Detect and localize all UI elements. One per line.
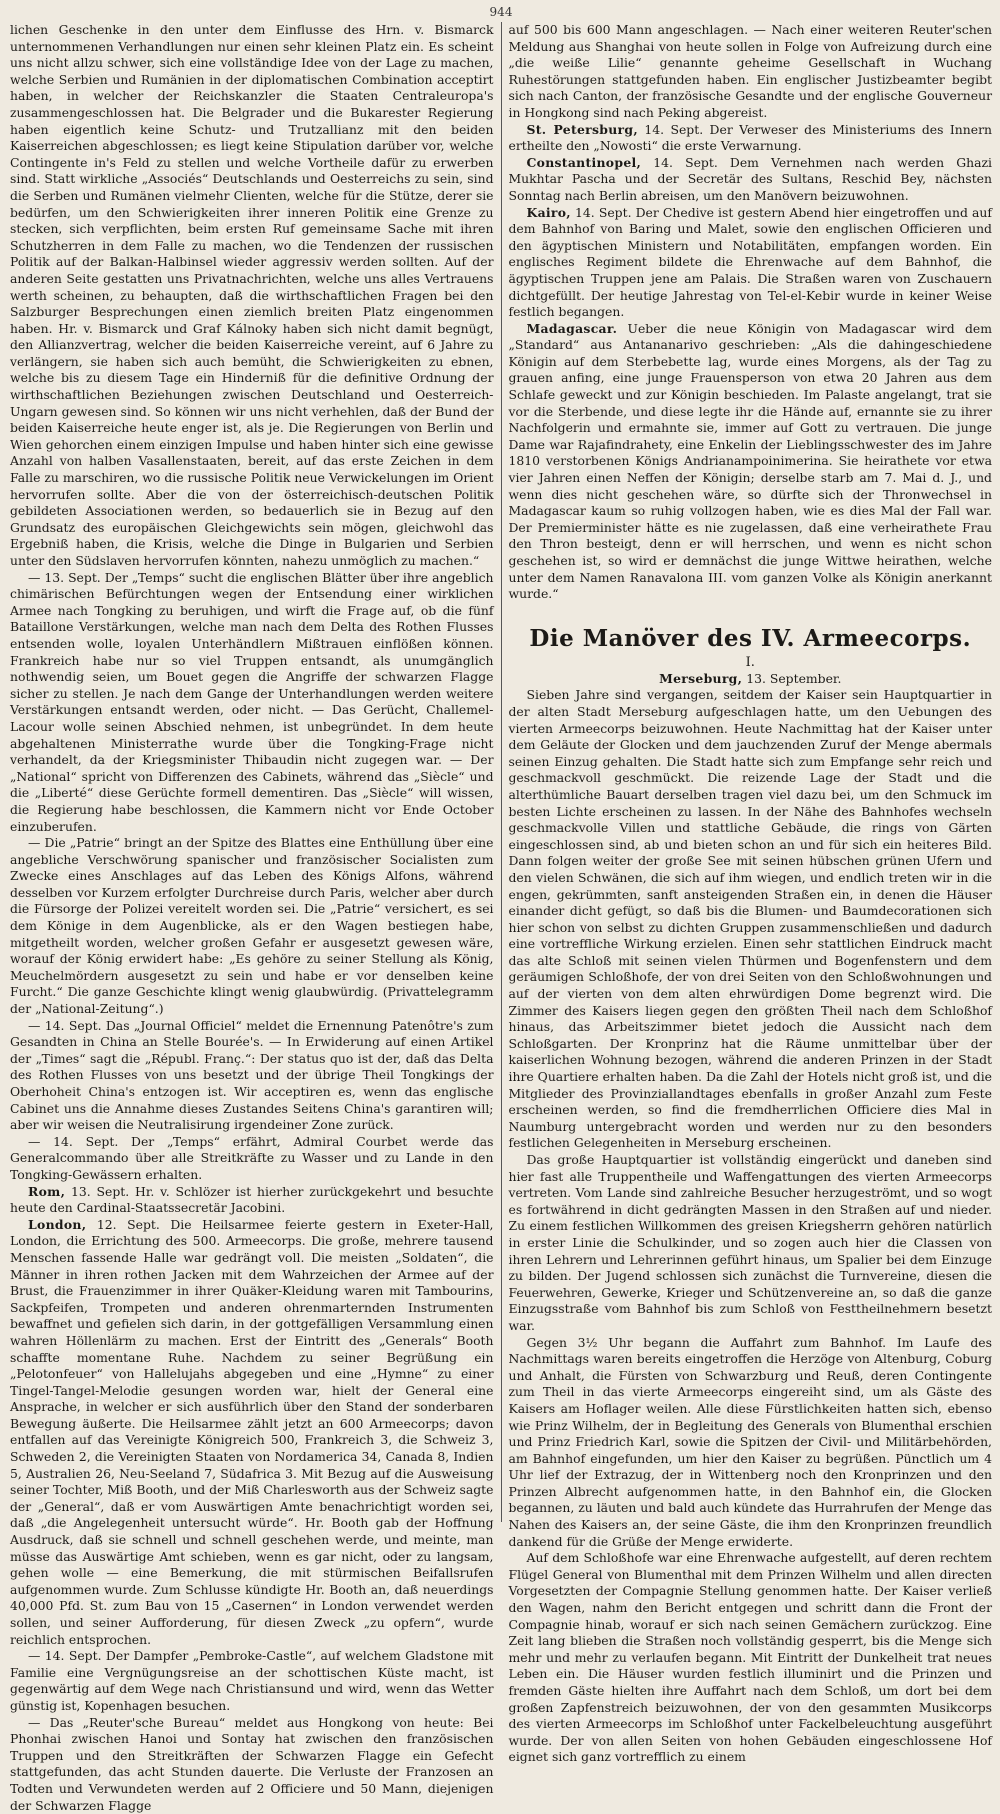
paragraph: auf 500 bis 600 Mann angeschlagen. — Nach einer weiteren Reuter'schen Meldung aus Shanghai von heute sollen in Folge von Aufreizung durch eine „die weiße Lilie“ genannte geheime Gesellschaft in Wuchang Ruhestörungen stattgefunden haben. Ein englischer Justizbeamter begibt sich nach Canton, der französische Gesandte und der englische Gouverneur in Hongkong sind nach Peking abgereist. — [508, 22, 992, 120]
paragraph: lichen Geschenke in den unter dem Einflusse des Hrn. v. Bismarck unternommenen Verhandlungen nur einen sehr kleinen Platz ein. Es scheint uns nicht allzu schwer, sich eine vollständige Idee von der Lage zu machen, welche Serbien und Rumänien in der diplomatischen Combination acceptirt haben, in welcher der Reichskanzler die Staaten Centraleuropa's zusammengeschlossen hat. Die Belgrader und die Bukarester Regierung haben eigentlich keine Schutz- und Trutzallianz mit den beiden Kaiserreichen abgeschlossen; es liegt keine Stipulation darüber vor, welche Contingente in's Feld zu stellen und welche Vortheile dafür zu erwerben sind. Statt wirkliche „Associés“ Deutschlands und Oesterreichs zu sein, sind die Serben und Rumänen vielmehr Clienten, welche für die Stütze, derer sie bedürfen, um den Schwierigkeiten ihrer inneren Politik eine Grenze zu stecken, sich verpflichten, beim ersten Ruf gemeinsame Sache mit ihren Schutzherren in dem Falle zu machen, wo die Tendenzen der russischen Politik auf der Balkan-Halbinsel wieder aggressiv werden sollten. Auf der anderen Seite gestatten uns Privatnachrichten, welche uns alles Vertrauens werth scheinen, zu behaupten, daß die wirthschaftlichen Fragen bei den Salzburger Besprechungen einen ziemlich breiten Platz eingenommen haben. Hr. v. Bismarck und Graf Kálnoky haben sich nicht damit begnügt, den Allianzvertrag, welcher die beiden Kaiserreiche vereint, auf 6 Jahre zu verlängern, sie haben sich auch bemüht, die Schwierigkeiten zu ebnen, welche bis zu diesem Tage ein Hinderniß für die definitive Ordnung der wirthschaftlichen Beziehungen zwischen Deutschland und Oesterreich-Ungarn gewesen sind. So können wir uns nicht verhehlen, daß der Bund der beiden Kaiserreiche heute enger ist, als je. Die Regierungen von Berlin und Wien gehorchen einem einzigen Impulse und haben hinter sich eine gewisse Anzahl von halben Vasallenstaaten, bereit, auf das erste Zeichen in dem Falle zu marschiren, wo die russische Politik neue Verwickelungen im Orient hervorrufen sollte. Aber die von der österreichisch-deutschen Politik gebildeten Associationen werden, so bedauerlich sie in Bezug auf den Grundsatz des europäischen Gleichgewichts sein mögen, gleichwohl das Ergebniß haben, die Krisis, welche die Dinge in Bulgarien und Serbien unter den Südslaven hervorrufen könnten, nahezu unmöglich zu machen.“ — [10, 22, 494, 568]
dispatch-constantinopel — [509, 155, 993, 205]
columns — [10, 22, 992, 1813]
dateline-place: Rom, — [28, 1183, 66, 1199]
section-number: I. — [745, 654, 755, 670]
dispatch-text: Ueber die neue Königin von Madagascar wird dem „Standard“ aus Antananarivo geschrieben: „Als die dahingeschiedene Königin auf dem Sterbebette lag, wurde eines Morgens, als der Tag zu grauen anfing, eine junge Frauensperson von etwa 20 Jahren aus dem Schlafe geweckt und zur Königin beschieden. Im Palaste angelangt, trat sie vor die Sterbende, und diese legte ihr die Hände auf, ernannte sie zu ihrer Nachfolgerin und ermahnte sie, immer auf Gott zu vertrauen. Die junge Dame war Rajafindrahety, eine Enkelin der Lieblingsschwester des im Jahre 1810 verstorbenen Königs Andrianampoinimerina. Sie heirathete vor etwa vier Jahren einen Neffen der Königin; derselbe starb am 7. Mai d. J., und wenn dies nicht geschehen wäre, so dürfte sich der Thronwechsel in Madagascar kaum so ruhig vollzogen haben, wie es dies Mal der Fall war. Der Premierminister hätte es nie zugelassen, daß eine verheirathete Frau den Thron besteigt, denn er will herrschen, und wenn es nicht schon geschehen ist, so wird er demnächst die junge Wittwe heirathen, welche unter dem Namen Ranavalona III. vom ganzen Volke als Königin anerkannt wurde.“ — [508, 320, 992, 602]
dateline-place: Merseburg, — [659, 670, 743, 686]
right-column — [501, 22, 993, 1765]
paragraph: Das große Hauptquartier ist vollständig eingerückt und daneben sind hier fast alle Truppentheile und Waffengattungen des vierten Armeecorps vertreten. Vom Lande sind zahlreiche Besucher herzugeströmt, und so wogt es fortwährend in dicht gedrängten Massen in den Straßen auf und nieder. Zu einem festlichen Willkommen des greisen Kriegsherrn gehören natürlich in erster Linie die Schulkinder, und so zogen auch hier die Classen von ihren Lehrern und Lehrerinnen geführt hinaus, um Spalier bei dem Einzuge zu bilden. Der Jugend schlossen sich zunächst die Turnvereine, diesen die Feuerwehren, Gewerke, Krieger und Schützenvereine an, so daß die ganze Einzugsstraße vom Bahnhof bis zum Schloß von Festtheilnehmern besetzt war. — [508, 1152, 992, 1333]
dateline-place: London, — [28, 1216, 87, 1232]
paragraph: Gegen 3½ Uhr begann die Auffahrt zum Bahnhof. Im Laufe des Nachmittags waren bereits eingetroffen die Herzöge von Altenburg, Coburg und Anhalt, die Fürsten von Schwarzburg und Reuß, deren Contingente zum Theil in das vierte Armeecorps eingereiht sind, um als Gäste des Kaisers am Hoflager weilen. Alle diese Fürstlichkeiten hatten sich, ebenso wie Prinz Wilhelm, der in Begleitung des Generals von Blumenthal erschien und Prinz Friedrich Karl, sowie die Spitzen der Civil- und Militärbehörden, am Bahnhof eingefunden, um hier den Kaiser zu begrüßen. Pünctlich um 4 Uhr lief der Extrazug, der in Wittenberg noch den Kronprinzen und den Prinzen Albrecht aufgenommen hatte, in den Bahnhof ein, die Glocken begannen, zu läuten und bald auch kündete das Hurrahrufen der Menge das Nahen des Kaisers an, der seine Gäste, die ihm den Kronprinzen freundlich dankend für die Grüße der Menge erwiderte. — [508, 1334, 992, 1549]
section-title: Die Manöver des IV. Armeecorps. — [529, 624, 972, 652]
paragraph: — Die „Patrie“ bringt an der Spitze des Blattes eine Enthüllung über eine angebliche Verschwörung spanischer und französischer Socialisten zum Zwecke eines Anschlages auf das Leben des Königs Alfons, während desselben vor Kurzem erfolgter Durchreise durch Paris, welcher aber durch die Fürsorge der Polizei vereitelt worden sei. Die „Patrie“ versichert, es sei dem Könige in dem Augenblicke, als er den Wagen bestiegen habe, mitgetheilt worden, welcher großen Gefahr er ausgesetzt gewesen wäre, worauf der König erwidert habe: „Es gehöre zu seiner Stellung als König, Meuchelmördern ausgesetzt zu sein und habe er vor denselben keine Furcht.“ Die ganze Geschichte klingt wenig glaubwürdig. (Privattelegramm der „National-Zeitung“.) — [10, 835, 494, 1017]
page-number: 944 — [489, 5, 513, 19]
dateline-place: Constantinopel, — [526, 154, 642, 170]
dispatch-text: 12. Sept. Die Heilsarmee feierte gestern in Exeter-Hall, London, die Errichtung des 500. Armeecorps. Die große, mehrere tausend Menschen fassende Halle war gedrängt voll. Die meisten „Soldaten“, die Männer in ihren rothen Jacken mit dem Wahrzeichen der Armee auf der Brust, die Frauenzimmer in ihrer Quäker-Kleidung waren mit Tambourins, Sackpfeifen, Trompeten und anderen ohrenmarternden Instrumenten bewaffnet und gefielen sich darin, in der gottgefälligen Versammlung einen wahren Höllenlärm zu machen. Erst der Eintritt des „Generals“ Booth schaffte momentane Ruhe. Nachdem zu seiner Begrüßung ein „Pelotonfeuer“ von Hallelujahs abgegeben und eine „Hymne“ zu einer Tingel-Tangel-Melodie gesungen worden war, hielt der General eine Ansprache, in welcher er sich ausführlich über den Stand der sonderbaren Bewegung äußerte. Die Heilsarmee zählt jetzt an 600 Armeecorps; davon entfallen auf das Vereinigte Königreich 500, Frankreich 3, die Schweiz 3, Schweden 2, die Vereinigten Staaten von Nordamerica 34, Canada 8, Indien 5, Australien 26, Neu-Seeland 7, Südafrica 3. Mit Bezug auf die Ausweisung seiner Tochter, Miß Booth, und der Miß Charlesworth aus der Schweiz sagte der „General“, daß er vom Auswärtigen Amte benachrichtigt worden sei, daß „die Angelegenheit untersucht würde“. Hr. Booth gab der Hoffnung Ausdruck, daß sie schnell und schnell geschehen werde, und meinte, man müsse das Auswärtige Amt schieben, wenn es gar nicht, oder zu langsam, gehen wolle — eine Bemerkung, die mit stürmischen Beifallsrufen aufgenommen wurde. Zum Schlusse kündigte Hr. Booth an, daß neuerdings 40,000 Pfd. St. zum Bau von 15 „Casernen“ in London verwendet werden sollen, und seiner Aufforderung, für diesen Zweck „zu opfern“, wurde reichlich entsprochen. — [10, 1216, 494, 1647]
paragraph: — 14. Sept. Der „Temps“ erfährt, Admiral Courbet werde das Generalcommando über alle Streitkräfte zu Wasser und zu Lande in den Tongking-Gewässern erhalten. — [10, 1133, 494, 1182]
paragraph: — Das „Reuter'sche Bureau“ meldet aus Hongkong von heute: Bei Phonhai zwischen Hanoi und Sontay hat zwischen den französischen Truppen und den Streitkräften der Schwarzen Flagge ein Gefecht stattgefunden, das acht Stunden dauerte. Die Verluste der Franzosen an Todten und Verwundeten werden auf 2 Officiere und 50 Mann, diejenigen der Schwarzen Flagge — [10, 1714, 494, 1813]
dateline-place: Kairo, — [526, 204, 571, 220]
left-column — [10, 22, 501, 1813]
dispatch-text: 14. Sept. Der Verweser des Ministeriums des Innern ertheilte den „Nowosti“ die erste Verwarnung. — [508, 121, 992, 154]
dispatch-text: 14. Sept. Dem Vernehmen nach werden Ghazi Mukhtar Pascha und der Secretär des Sultans, Reschid Bey, nächsten Sonntag nach Berlin abreisen, um den Manövern beizuwohnen. — [508, 154, 992, 203]
dispatch-st-petersburg — [509, 122, 993, 155]
paragraph: Auf dem Schloßhofe war eine Ehrenwache aufgestellt, auf deren rechtem Flügel General von Blumenthal mit dem Prinzen Wilhelm und allen directen Vorgesetzten der Compagnie Stellung genommen hatte. Der Kaiser verließ den Wagen, nahm den Bericht entgegen und schritt dann die Front der Compagnie hinab, worauf er sich nach seinen Gemächern zurückzog. Eine Zeit lang blieben die Straßen noch vollständig gesperrt, bis die Menge sich mehr und mehr zu verlaufen begann. Mit Eintritt der Dunkelheit trat neues Leben ein. Die Häuser wurden festlich illuminirt und die Prinzen und fremden Gäste hielten ihre Auffahrt nach dem Schloß, um dort bei dem großen Zapfenstreich beizuwohnen, der von den gesammten Musikcorps des vierten Armeecorps im Schloßhof unter Fackelbeleuchtung ausgeführt wurde. Der von allen Seiten von hohen Gebäuden eingeschlossene Hof eignet sich ganz vortrefflich zu einem — [508, 1550, 992, 1765]
dispatch-text: 13. Sept. Hr. v. Schlözer ist hierher zurückgekehrt und besuchte heute den Cardinal-Staatssecretär Jacobini. — [10, 1183, 494, 1216]
dateline-merseburg — [509, 671, 993, 688]
dispatch-london — [10, 1217, 494, 1648]
dispatch-kairo — [509, 205, 993, 321]
dateline-place: Madagascar. — [526, 320, 618, 336]
paragraph: — 14. Sept. Das „Journal Officiel“ meldet die Ernennung Patenôtre's zum Gesandten in China an Stelle Bourée's. — In Erwiderung auf einen Artikel der „Times“ sagt die „Républ. Franç.“: Der status quo ist der, daß das Delta des Rothen Flusses von uns besetzt und der übrige Theil Tongkings der Oberhoheit China's entzogen ist. Wir acceptiren es, wenn das englische Cabinet uns die Annahme dieses Zustandes Seitens China's garantiren will; aber wir weisen die Neutralisirung irgendeiner Zone zurück. — [10, 1017, 494, 1133]
paragraph: Sieben Jahre sind vergangen, seitdem der Kaiser sein Hauptquartier in der alten Stadt Merseburg aufgeschlagen hatte, um den Uebungen des vierten Armeecorps beizuwohnen. Heute Nachmittag hat der Kaiser unter dem Geläute der Glocken und dem jauchzenden Zuruf der Menge abermals seinen Einzug gehalten. Die Stadt hatte sich zum Empfange sehr reich und geschmackvoll geschmückt. Die reizende Lage der Stadt und die alterthümliche Bauart derselben tragen viel dazu bei, um den Schmuck im besten Lichte erscheinen zu lassen. In der Nähe des Bahnhofes wechseln geschmackvolle Villen und stattliche Gebäude, die rings von Gärten eingeschlossen sind, ab und bieten schon an und für sich ein heiteres Bild. Dann folgen weiter der große See mit seinen hübschen grünen Ufern und den vielen Schwänen, die sich auf ihm wiegen, und endlich treten wir in die engen, gekrümmten, sanft ansteigenden Straßen ein, in denen die Häuser einander dicht gefügt, so daß bis die Blumen- und Baumdecorationen sich hier schon von selbst zu dichten Gruppen zusammenschließen und dadurch eine vortreffliche Wirkung erzielen. Einen sehr stattlichen Eindruck macht das alte Schloß mit seinen vielen Thürmen und Bogenfenstern und dem geräumigen Schloßhofe, der von drei Seiten von den Schloßwohnungen und auf der vierten von dem alten ehrwürdigen Dome begrenzt wird. Die Zimmer des Kaisers liegen gegen den größten Theil nach dem Schloßhof hinaus, das Arbeitszimmer bietet jedoch die Aussicht nach dem Schloßgarten. Der Kronprinz hat die Räume unmittelbar über der kaiserlichen Wohnung bezogen, während die anderen Prinzen in der Stadt ihre Quartiere erhalten haben. Da die Zahl der Hotels nicht groß ist, und die Mitglieder des Provinziallandtages ebenfalls in großer Anzahl zum Feste erscheinen werden, so find die fremdherrlichen Officiere dies Mal in Naumburg untergebracht worden und werden nur zu den besonders festlichen Gelegenheiten in Merseburg erscheinen. — [508, 687, 992, 1151]
dispatch-text: 14. Sept. Der Chedive ist gestern Abend hier eingetroffen und auf dem Bahnhof von Baring und Malet, sowie den englischen Officieren und den ägyptischen Ministern und Notabilitäten, empfangen worden. Ein englisches Regiment bildete die Ehrenwache auf dem Bahnhof, die ägyptischen Truppen jene am Palais. Die Straßen waren von Zuschauern dichtgefüllt. Der heutige Jahrestag von Tel-el-Kebir wurde in keiner Weise festlich begangen. — [508, 204, 992, 320]
paragraph: — 13. Sept. Der „Temps“ sucht die englischen Blätter über ihre angeblich chimärischen Befürchtungen wegen der Entsendung einer wirklichen Armee nach Tongking zu beruhigen, und wirft die Frage auf, ob die fünf Bataillone Verstärkungen, welche man nach dem Delta des Rothen Flusses entsenden wolle, loyalen Unterhändlern Mißtrauen einflößen können. Frankreich habe nur so viel Truppen entsandt, als unumgänglich nothwendig seien, um Bouet gegen die Angriffe der schwarzen Flagge sicher zu stellen. Je nach dem Gange der Unterhandlungen werden weitere Verstärkungen entsandt werden, oder nicht. — Das Gerücht, Challemel-Lacour wolle seinen Abschied nehmen, ist unbegründet. In dem heute abgehaltenen Ministerrathe wurde über die Tongking-Frage nicht verhandelt, da der Kriegsminister Thibaudin nicht zugegen war. — Der „National“ spricht von Differenzen des Cabinets, während das „Siècle“ und die „Liberté“ diese Gerüchte formell dementiren. Das „Siècle“ will wissen, die Regierung habe beschlossen, die Kammern nicht vor Ende October einzuberufen. — [10, 569, 494, 834]
dateline-date: 13. September. — [742, 670, 842, 686]
dispatch-madagascar — [509, 321, 993, 603]
dateline-place: St. Petersburg, — [526, 121, 638, 137]
dispatch-rom — [10, 1184, 494, 1217]
paragraph: — 14. Sept. Der Dampfer „Pembroke-Castle“, auf welchem Gladstone mit Familie eine Vergnügungsreise an der schottischen Küste macht, ist gegenwärtig auf dem Wege nach Christiansund und wird, wenn das Wetter günstig ist, Kopenhagen besuchen. — [10, 1648, 494, 1713]
